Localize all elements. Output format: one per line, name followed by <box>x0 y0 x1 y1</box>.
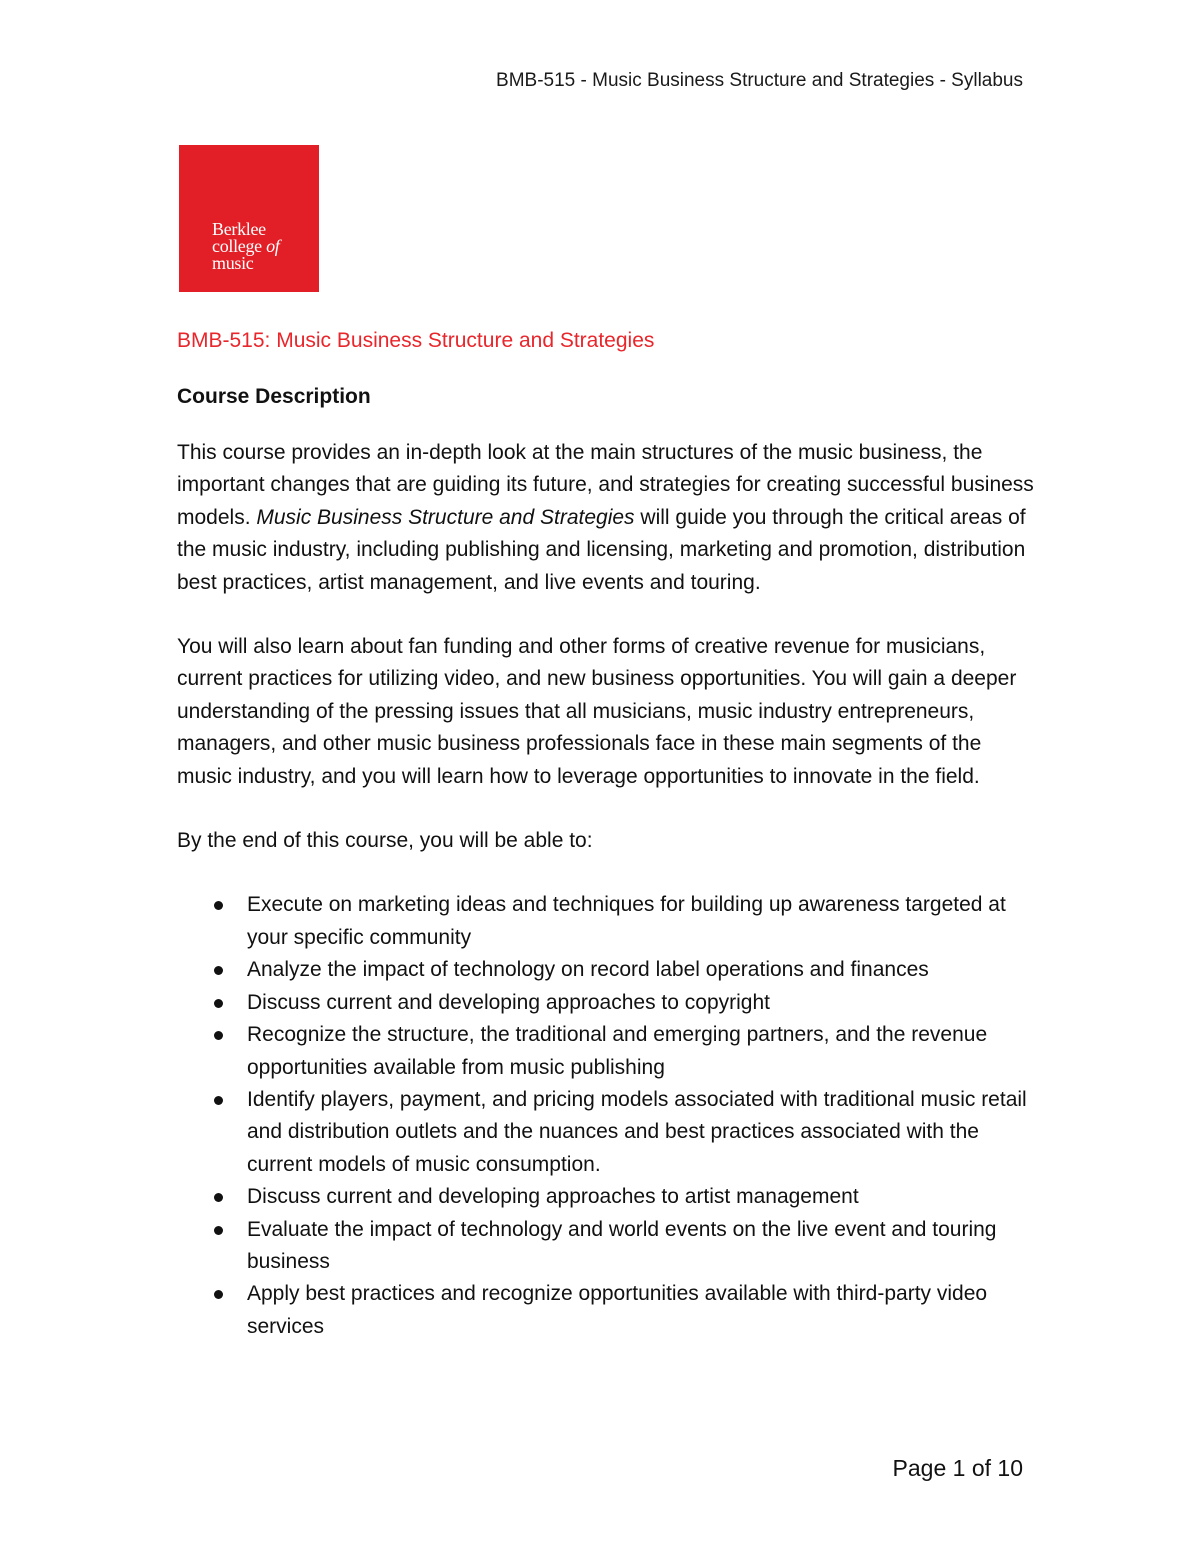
section-heading-course-description: Course Description <box>177 385 371 408</box>
berklee-logo <box>179 145 319 292</box>
running-header: BMB-515 - Music Business Structure and Strategies - Syllabus <box>496 70 1023 91</box>
list-item-text: Apply best practices and recognize opportunities available with third-party video services <box>247 1282 988 1338</box>
list-item <box>247 1019 1037 1084</box>
list-item <box>247 1278 1037 1343</box>
list-item <box>247 1084 1037 1181</box>
page-number: Page 1 of 10 <box>892 1455 1023 1481</box>
bullet-icon <box>214 1226 223 1235</box>
para1-text-start: This course provides an in-depth look at the main structures of the music business, the important changes that are guiding its future, and strategies for creating successful business models. <box>177 441 1034 529</box>
list-item <box>247 889 1037 954</box>
logo-of-text: of <box>266 236 280 256</box>
logo-college-text: college <box>212 236 267 256</box>
logo-line-berklee: Berklee <box>212 219 266 239</box>
course-description-paragraph-2: You will also learn about fan funding and other forms of creative revenue for musicians, current practices for utilizing video, and new business opportunities. You will gain a deeper understanding of the pressing issues that all musicians, music industry entrepreneurs, managers, and other music business professionals face in these main segments of the music industry, and you will learn how to leverage opportunities to innovate in the field. <box>177 635 1017 788</box>
outcomes-intro: By the end of this course, you will be able to: <box>177 829 593 853</box>
logo-wordmark <box>212 221 279 272</box>
bullet-icon <box>214 966 223 975</box>
bullet-icon <box>214 1193 223 1202</box>
bullet-icon <box>214 1031 223 1040</box>
bullet-icon <box>214 1290 223 1299</box>
bullet-icon <box>214 901 223 910</box>
course-title: BMB-515: Music Business Structure and Strategies <box>177 329 655 352</box>
list-item <box>247 1181 1037 1213</box>
list-item-text: Recognize the structure, the traditional and emerging partners, and the revenue opportunities available from music publishing <box>247 1023 988 1079</box>
list-item-text: Discuss current and developing approaches to copyright <box>247 990 770 1014</box>
para1-course-name-italic: Music Business Structure and Strategies <box>256 505 635 529</box>
bullet-icon <box>214 1096 223 1105</box>
course-description-paragraph-1 <box>177 437 1037 599</box>
list-item-text: Evaluate the impact of technology and world events on the live event and touring business <box>247 1217 997 1273</box>
para1-text-end: will guide you through the critical areas of the music industry, including publishing and licensing, marketing and promotion, distribution best practices, artist management, and live events and touring. <box>177 505 1026 594</box>
bullet-icon <box>214 999 223 1008</box>
list-item <box>247 954 1037 986</box>
document-body <box>177 325 1037 1343</box>
list-item-text: Analyze the impact of technology on record label operations and finances <box>247 958 929 982</box>
learning-outcomes-list <box>177 889 1037 1343</box>
list-item <box>247 1214 1037 1279</box>
list-item <box>247 987 1037 1019</box>
list-item-text: Execute on marketing ideas and techniques for building up awareness targeted at your specific community <box>247 893 1006 949</box>
logo-line-music: music <box>212 253 254 273</box>
list-item-text: Identify players, payment, and pricing models associated with traditional music retail and distribution outlets and the nuances and best practices associated with the current models of music consumption. <box>247 1087 1027 1176</box>
list-item-text: Discuss current and developing approaches to artist management <box>247 1185 859 1209</box>
